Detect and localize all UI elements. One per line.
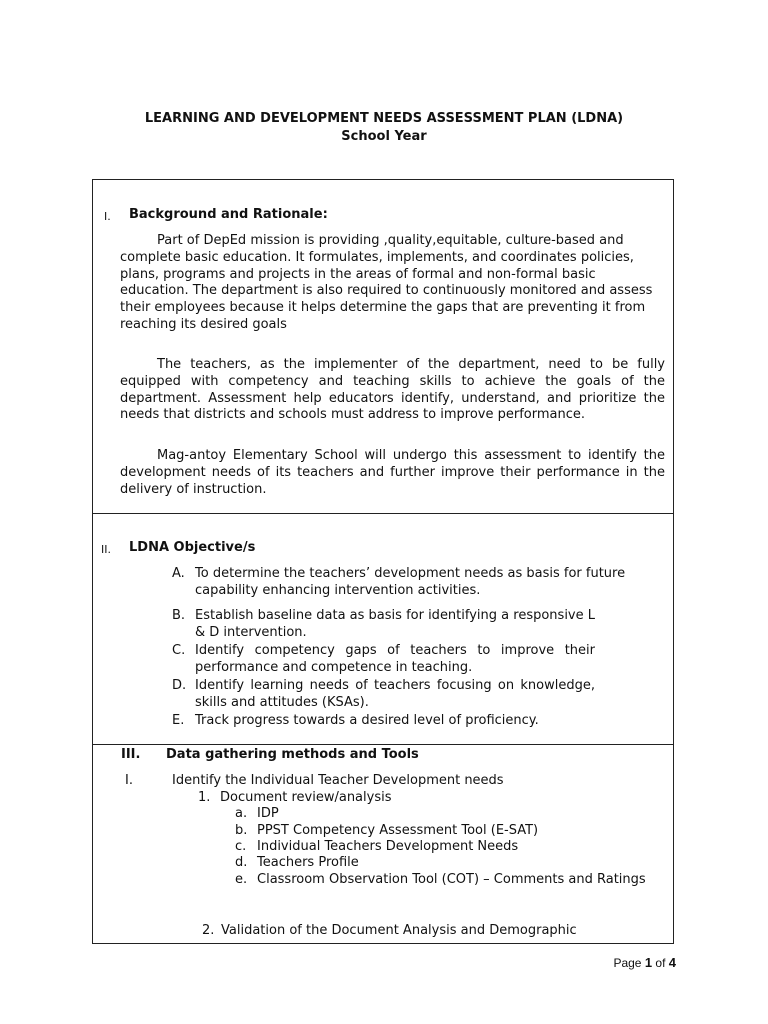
of-word: of bbox=[655, 956, 666, 970]
tool-label: d. bbox=[235, 855, 248, 870]
tool-item: Individual Teachers Development Needs bbox=[257, 839, 519, 854]
objective-label: B. bbox=[172, 608, 186, 623]
rationale-paragraph-1: Part of DepEd mission is providing ,quality,equitable, culture-based and complete basic education. It formulates, implements, and coordinates policies, plans, programs and projects in the areas of formal and non-formal basic education. The department is also required to continuously monitored and assess their employees because it helps determine the gaps that are preventing it from reaching its desired goals bbox=[120, 233, 653, 332]
rationale-paragraph-3: Mag-antoy Elementary School will undergo this assessment to identify the development needs of its teachers and further improve their performance in the delivery of instruction. bbox=[120, 448, 665, 497]
objective-item: Establish baseline data as basis for identifying a responsive L & D intervention. bbox=[195, 608, 595, 640]
page-number bbox=[613, 955, 676, 970]
section-numeral: III. bbox=[121, 747, 141, 762]
tool-item: IDP bbox=[257, 806, 279, 821]
tool-item: Classroom Observation Tool (COT) – Comments and Ratings bbox=[257, 872, 646, 887]
section-background-box bbox=[92, 179, 674, 514]
document-subtitle: School Year bbox=[341, 129, 427, 144]
step-text: Document review/analysis bbox=[220, 790, 392, 805]
section-objectives-box bbox=[92, 513, 674, 745]
objective-label: A. bbox=[172, 566, 185, 581]
step-label: 2. bbox=[202, 923, 215, 938]
section-methods-box bbox=[92, 744, 674, 944]
document-title: LEARNING AND DEVELOPMENT NEEDS ASSESSMENT PLAN (LDNA) bbox=[144, 111, 624, 126]
objective-label: D. bbox=[172, 678, 187, 693]
tool-label: c. bbox=[235, 839, 247, 854]
tool-label: b. bbox=[235, 823, 248, 838]
objective-item: Track progress towards a desired level of proficiency. bbox=[195, 713, 539, 728]
step-label: 1. bbox=[198, 790, 211, 805]
section-numeral: I. bbox=[104, 210, 111, 223]
page-current: 1 bbox=[644, 955, 653, 970]
rationale-paragraph-2: The teachers, as the implementer of the department, need to be fully equipped with competency and teaching skills to achieve the goals of the department. Assessment help educators identify, understand, and prioritize the needs that districts and schools must address to improve performance. bbox=[120, 357, 665, 423]
page-total: 4 bbox=[668, 955, 676, 970]
section-numeral: II. bbox=[101, 543, 111, 556]
tool-item: PPST Competency Assessment Tool (E-SAT) bbox=[257, 823, 539, 838]
objective-item: To determine the teachers’ development needs as basis for future capability enhancing intervention activities. bbox=[195, 566, 626, 598]
section-heading: Data gathering methods and Tools bbox=[166, 747, 419, 762]
objective-label: C. bbox=[172, 643, 186, 658]
sub-numeral: I. bbox=[125, 773, 133, 788]
section-heading: LDNA Objective/s bbox=[129, 540, 256, 555]
tool-label: a. bbox=[235, 806, 248, 821]
tool-label: e. bbox=[235, 872, 248, 887]
tool-item: Teachers Profile bbox=[257, 855, 359, 870]
sub-heading: Identify the Individual Teacher Development needs bbox=[172, 773, 504, 788]
step-text: Validation of the Document Analysis and Demographic bbox=[221, 923, 577, 938]
section-heading: Background and Rationale: bbox=[129, 207, 328, 222]
objective-item: Identify competency gaps of teachers to improve their performance and competence in teaching. bbox=[195, 643, 595, 675]
page-word: Page bbox=[613, 956, 642, 970]
objective-label: E. bbox=[172, 713, 185, 728]
objective-item: Identify learning needs of teachers focusing on knowledge, skills and attitudes (KSAs). bbox=[195, 678, 595, 710]
